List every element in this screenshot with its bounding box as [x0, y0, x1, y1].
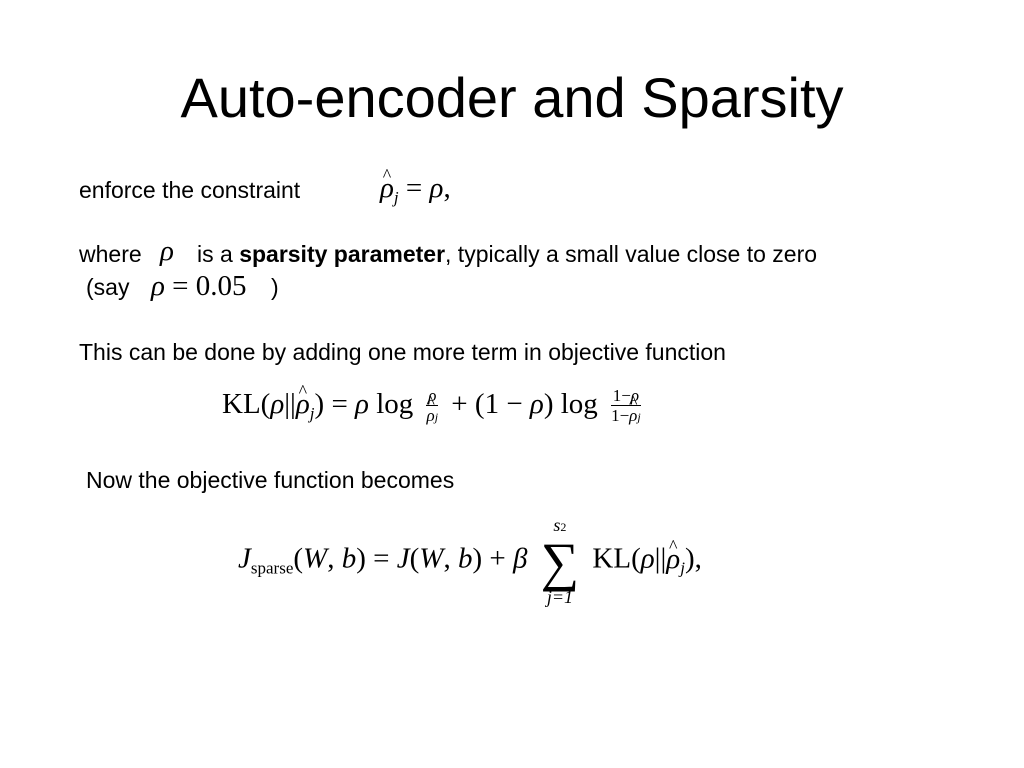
kl-one: 1 — [484, 388, 500, 421]
rho-example-formula: ρ = 0.05 — [151, 270, 247, 302]
sum-upper-sub: 2 — [560, 520, 567, 534]
sparsity-rest-text: , typically a small value close to zero — [445, 241, 818, 267]
say-close: ) — [271, 274, 279, 300]
summation: s2 ∑ j=1 — [540, 515, 580, 607]
slide-title: Auto-encoder and Sparsity — [180, 66, 844, 129]
sum-upper: s — [553, 515, 561, 535]
sum-lower: j=1 — [546, 587, 573, 607]
constraint-text: enforce the constraint — [79, 177, 301, 203]
sparse-objective-formula: $J_{sparse}(W$, b) = J(W, b) + β s2 ∑ j=1 KL(ρ||^ $\rho_j$), — [238, 515, 702, 607]
objective-becomes-text: Now the objective function becomes — [86, 467, 455, 493]
constraint-formula: ^ $\rho_j = \rho$, — [380, 170, 451, 216]
objective-intro-text: This can be done by adding one more term in objective function — [79, 339, 726, 365]
kl-divergence-formula: KL(ρ||^ $\rho_j) = \rho$ log ρ ^ ρj + (1 − ρ) log $\frac{1-\rho}{1-\^{} \rho j}$ — [222, 386, 647, 432]
j-sparse-subscript: sparse — [250, 558, 294, 578]
rho-value: 0.05 — [195, 270, 247, 302]
where-text: where — [79, 241, 142, 267]
rho-symbol: ρ — [160, 235, 174, 267]
say-text: (say — [86, 274, 130, 300]
sparsity-sentence — [197, 239, 817, 269]
sparsity-parameter-term: sparsity parameter — [239, 241, 446, 267]
is-a-text: is a — [197, 241, 233, 267]
